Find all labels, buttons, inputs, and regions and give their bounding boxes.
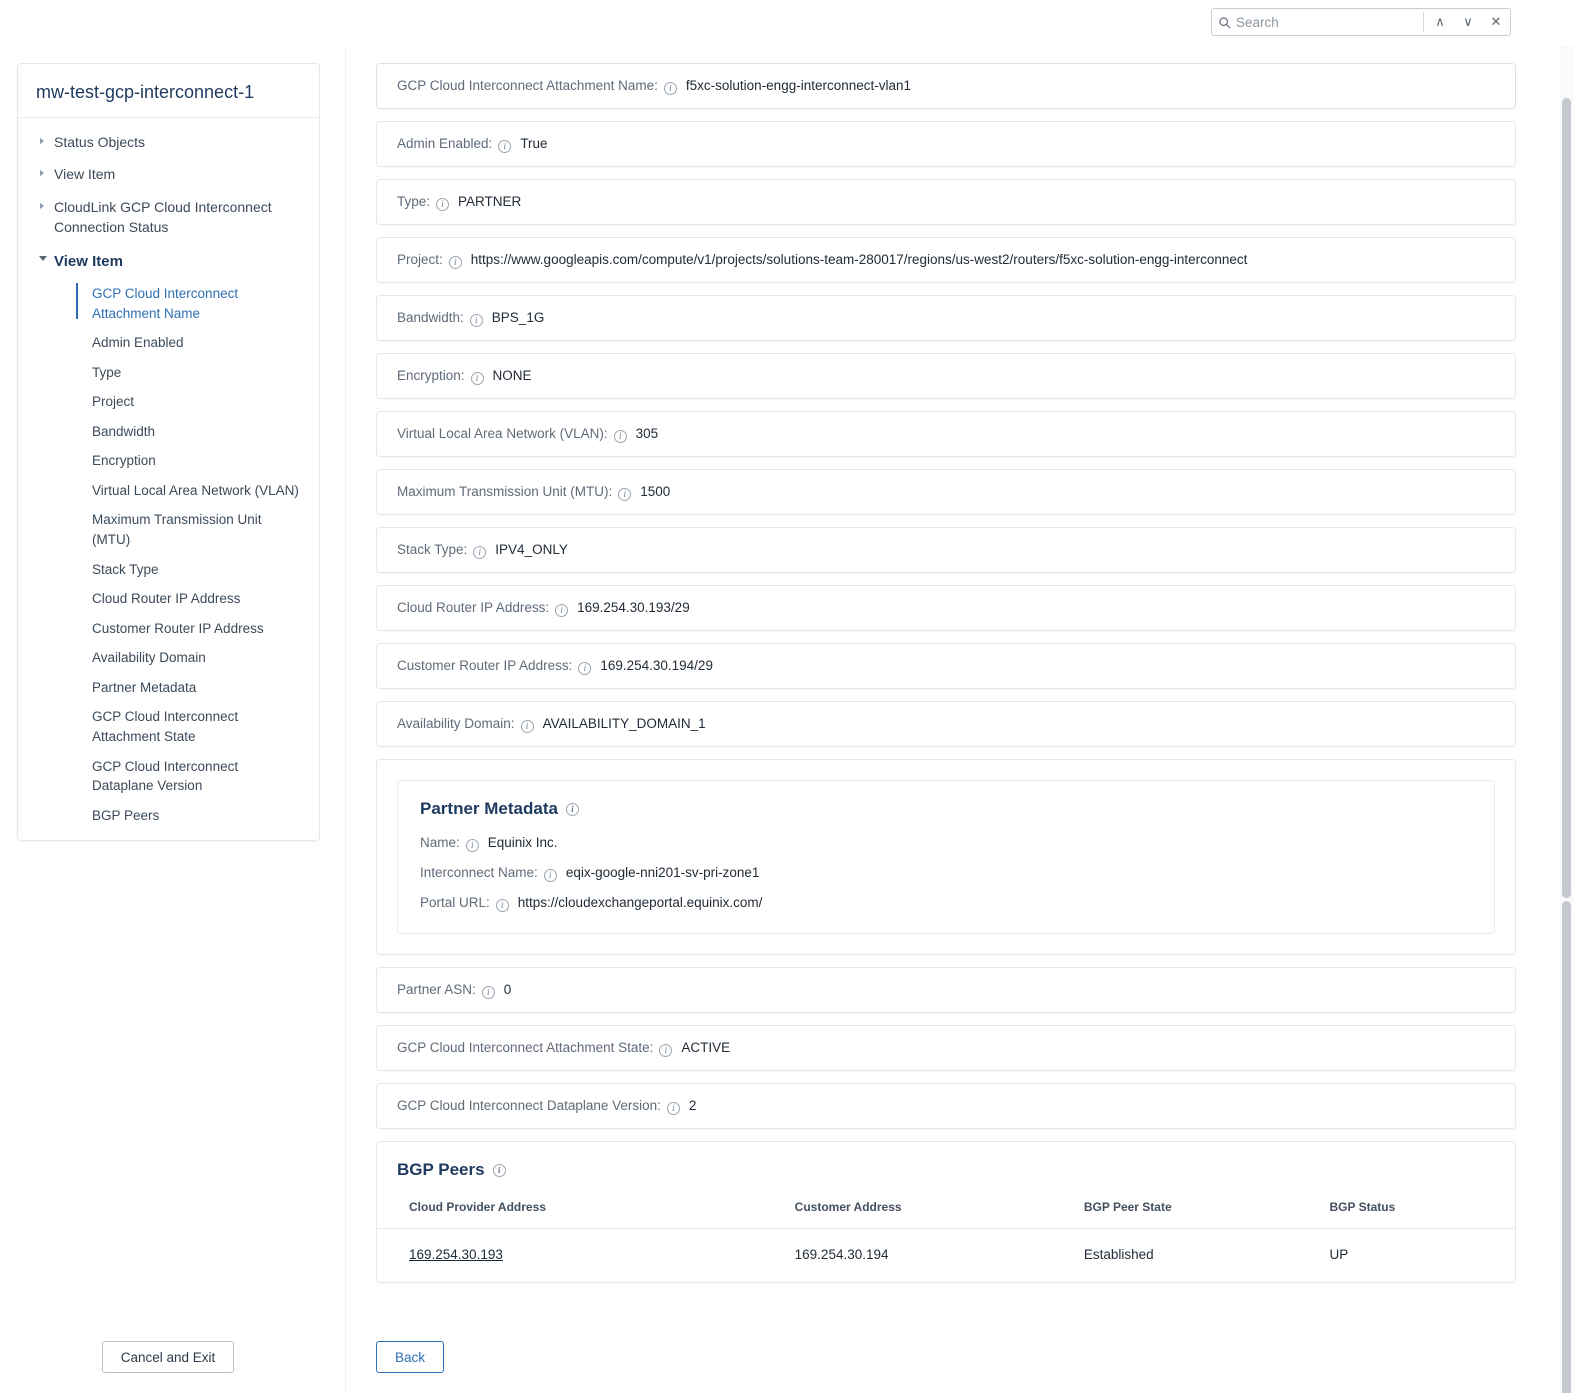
info-icon[interactable]: i — [498, 140, 511, 153]
field-label: Project: — [397, 252, 443, 267]
search-next-button[interactable]: ∨ — [1463, 14, 1473, 29]
field-label: Virtual Local Area Network (VLAN): — [397, 426, 608, 441]
cloud-provider-address-link[interactable]: 169.254.30.193 — [409, 1247, 503, 1262]
search-input[interactable] — [1236, 15, 1421, 30]
field-label: Interconnect Name: — [420, 865, 538, 880]
field-dataplane-version — [376, 1083, 1516, 1129]
sidebar-item-type[interactable]: Type — [92, 364, 122, 380]
sidebar-item-view-item-1[interactable] — [18, 158, 319, 190]
field-value: eqix-google-nni201-sv-pri-zone1 — [565, 865, 760, 880]
field-cloud-router-ip — [376, 585, 1516, 631]
field-value: 2 — [688, 1098, 697, 1113]
info-icon[interactable]: i — [578, 662, 591, 675]
field-value: 0 — [503, 982, 512, 997]
field-bandwidth — [376, 295, 1516, 341]
sidebar-item-label: View Item — [54, 166, 116, 183]
search-divider — [1423, 12, 1424, 32]
info-icon[interactable]: i — [667, 1102, 680, 1115]
field-admin-enabled — [376, 121, 1516, 167]
sidebar-item-partner-metadata[interactable]: Partner Metadata — [92, 679, 197, 695]
field-label: Bandwidth: — [397, 310, 464, 325]
info-icon[interactable]: i — [493, 1164, 506, 1177]
sidebar-item-status-objects[interactable] — [18, 126, 319, 158]
section-title-text: BGP Peers — [397, 1160, 485, 1179]
sidebar-item-vlan[interactable]: Virtual Local Area Network (VLAN) — [92, 482, 299, 498]
section-title-text: Partner Metadata — [420, 799, 558, 818]
field-project — [376, 237, 1516, 283]
sidebar-item-bgp-peers[interactable]: BGP Peers — [92, 807, 160, 823]
back-button[interactable]: Back — [376, 1341, 444, 1373]
field-attachment-state — [376, 1025, 1516, 1071]
info-icon[interactable]: i — [664, 82, 677, 95]
info-icon[interactable]: i — [436, 198, 449, 211]
sidebar-item-bandwidth[interactable]: Bandwidth — [92, 423, 156, 439]
field-label: Type: — [397, 194, 431, 209]
info-icon[interactable]: i — [555, 604, 568, 617]
field-value: IPV4_ONLY — [495, 542, 568, 557]
field-label: Encryption: — [397, 368, 465, 383]
field-encryption — [376, 353, 1516, 399]
sidebar-item-project[interactable]: Project — [92, 394, 135, 410]
scrollbar-track[interactable] — [1560, 46, 1573, 1393]
info-icon[interactable]: i — [449, 256, 462, 269]
field-customer-router-ip — [376, 643, 1516, 689]
partner-metadata-title — [420, 799, 1472, 819]
sidebar-item-label: CloudLink GCP Cloud Interconnect Connection Status — [54, 198, 272, 235]
info-icon[interactable]: i — [521, 720, 534, 733]
sidebar-item-cloud-router-ip[interactable]: Cloud Router IP Address — [92, 591, 241, 607]
field-label: Admin Enabled: — [397, 136, 493, 151]
bgp-peers-card — [376, 1141, 1516, 1283]
cell-bgp-status: UP — [1329, 1247, 1349, 1262]
search-box[interactable] — [1211, 8, 1511, 36]
bgp-peers-table — [377, 1194, 1515, 1282]
sidebar-item-admin-enabled[interactable]: Admin Enabled — [92, 335, 184, 351]
sidebar-nav — [18, 118, 319, 830]
search-icon — [1212, 16, 1236, 29]
info-icon[interactable]: i — [470, 314, 483, 327]
info-icon[interactable]: i — [466, 839, 479, 852]
cell-cloud-provider-address — [377, 1229, 785, 1283]
field-value: f5xc-solution-engg-interconnect-vlan1 — [685, 78, 912, 93]
field-label: Partner ASN: — [397, 982, 476, 997]
field-value: https://www.googleapis.com/compute/v1/projects/solutions-team-280017/regions/us-west2/routers/f5xc-solution-engg-interconnect — [470, 252, 1248, 267]
field-attachment-name — [376, 63, 1516, 109]
info-icon[interactable]: i — [614, 430, 627, 443]
field-vlan — [376, 411, 1516, 457]
field-type — [376, 179, 1516, 225]
sidebar-subnav — [18, 279, 319, 830]
caret-right-icon — [40, 203, 44, 209]
field-label: Customer Router IP Address: — [397, 658, 573, 673]
field-label: Name: — [420, 835, 460, 850]
info-icon[interactable]: i — [566, 803, 579, 816]
field-portal-url — [420, 895, 1472, 911]
field-label: GCP Cloud Interconnect Attachment Name: — [397, 78, 658, 93]
field-value: AVAILABILITY_DOMAIN_1 — [542, 716, 706, 731]
field-value: Equinix Inc. — [487, 835, 558, 850]
detail-panel — [376, 63, 1516, 1297]
cell-bgp-peer-state: Established — [1083, 1247, 1154, 1262]
field-value: 169.254.30.194/29 — [600, 658, 713, 673]
field-value: 1500 — [640, 484, 671, 499]
field-value: NONE — [492, 368, 532, 383]
field-value: https://cloudexchangeportal.equinix.com/ — [517, 895, 763, 910]
field-value: True — [520, 136, 548, 151]
search-close-icon[interactable]: ✕ — [1490, 14, 1502, 29]
column-header-customer-address: Customer Address — [785, 1194, 1074, 1229]
column-header-cloud-provider-address: Cloud Provider Address — [377, 1194, 785, 1229]
field-label: Availability Domain: — [397, 716, 515, 731]
bgp-peers-title — [377, 1142, 1515, 1194]
top-search-bar — [0, 0, 1573, 46]
sidebar-item-mtu[interactable]: Maximum Transmission Unit (MTU) — [92, 512, 262, 547]
field-value: BPS_1G — [491, 310, 545, 325]
field-partner-name — [420, 835, 1472, 851]
field-value: PARTNER — [458, 194, 522, 209]
cancel-and-exit-button[interactable]: Cancel and Exit — [102, 1341, 234, 1373]
field-interconnect-name — [420, 865, 1472, 881]
info-icon[interactable]: i — [482, 986, 495, 999]
search-prev-button[interactable]: ∧ — [1435, 14, 1445, 29]
info-icon[interactable]: i — [471, 372, 484, 385]
field-value: 305 — [635, 426, 659, 441]
field-label: Portal URL: — [420, 895, 490, 910]
sidebar-item-label: View Item — [54, 253, 123, 271]
sidebar-item-view-item-2[interactable] — [18, 243, 319, 279]
field-label: Stack Type: — [397, 542, 468, 557]
field-stack-type — [376, 527, 1516, 573]
table-row — [377, 1229, 1515, 1283]
caret-right-icon — [40, 138, 44, 144]
field-label: Maximum Transmission Unit (MTU): — [397, 484, 613, 499]
field-availability-domain — [376, 701, 1516, 747]
field-mtu — [376, 469, 1516, 515]
sidebar-item-attachment-name[interactable]: GCP Cloud Interconnect Attachment Name — [18, 279, 319, 328]
field-label: GCP Cloud Interconnect Attachment State: — [397, 1040, 654, 1055]
info-icon[interactable]: i — [618, 488, 631, 501]
sidebar-item-customer-router-ip[interactable]: Customer Router IP Address — [92, 620, 264, 636]
sidebar-item-attachment-state[interactable]: GCP Cloud Interconnect Attachment State — [92, 709, 239, 744]
sidebar-item-availability-domain[interactable]: Availability Domain — [92, 650, 206, 666]
info-icon[interactable]: i — [659, 1044, 672, 1057]
sidebar-item-stack-type[interactable]: Stack Type — [92, 561, 159, 577]
field-label: GCP Cloud Interconnect Dataplane Version: — [397, 1098, 661, 1113]
field-partner-asn — [376, 967, 1516, 1013]
sidebar — [17, 63, 320, 841]
info-icon[interactable]: i — [496, 899, 509, 912]
info-icon[interactable]: i — [473, 546, 486, 559]
partner-metadata-inner — [397, 780, 1495, 934]
field-label: Cloud Router IP Address: — [397, 600, 550, 615]
table-header-row — [377, 1194, 1515, 1229]
scrollbar-thumb-secondary[interactable] — [1562, 901, 1571, 1393]
caret-right-icon — [40, 170, 44, 176]
caret-down-icon — [39, 256, 47, 261]
sidebar-item-dataplane-version[interactable]: GCP Cloud Interconnect Dataplane Version — [92, 758, 239, 794]
scrollbar-thumb[interactable] — [1562, 98, 1571, 898]
cell-customer-address: 169.254.30.194 — [794, 1247, 889, 1262]
partner-metadata-card — [376, 759, 1516, 955]
column-header-bgp-peer-state: BGP Peer State — [1074, 1194, 1320, 1229]
sidebar-item-encryption[interactable]: Encryption — [92, 453, 156, 469]
sidebar-item-label: Status Objects — [54, 134, 146, 150]
field-value: ACTIVE — [681, 1040, 731, 1055]
field-value: 169.254.30.193/29 — [577, 600, 690, 615]
panel-divider — [345, 46, 346, 1393]
info-icon[interactable]: i — [544, 869, 557, 882]
sidebar-item-connection-status[interactable] — [18, 191, 319, 244]
column-header-bgp-status: BGP Status — [1320, 1194, 1516, 1229]
page-title: mw-test-gcp-interconnect-1 — [18, 64, 319, 118]
